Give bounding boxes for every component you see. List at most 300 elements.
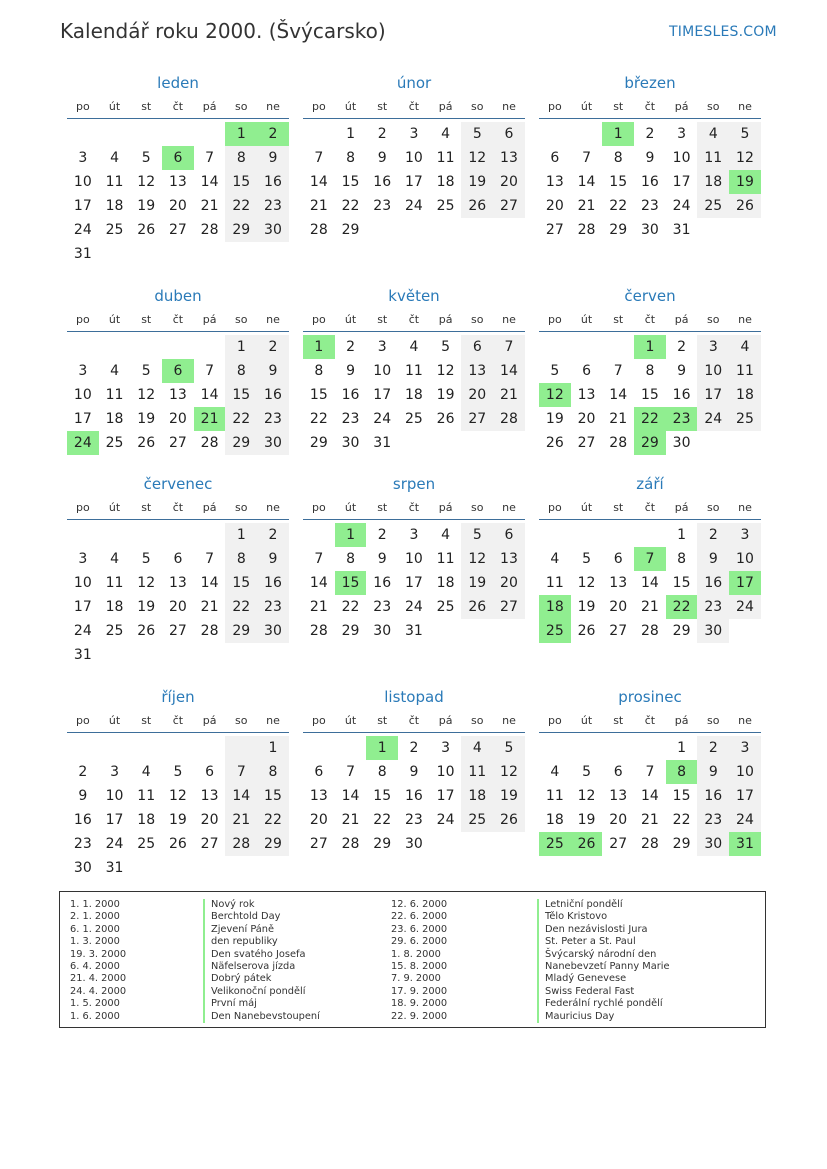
holiday-date: 22. 6. 2000 bbox=[391, 911, 448, 923]
empty-cell bbox=[571, 736, 603, 760]
month-name: září bbox=[636, 475, 664, 493]
day-cell: 12 bbox=[577, 788, 596, 804]
day-cell: 26 bbox=[436, 411, 455, 427]
day-cell: 26 bbox=[577, 623, 596, 639]
day-cell: 10 bbox=[73, 387, 92, 403]
day-cell: 8 bbox=[346, 150, 355, 166]
day-cell: 10 bbox=[404, 150, 423, 166]
days-grid bbox=[303, 736, 525, 856]
day-cell: 7 bbox=[582, 150, 591, 166]
empty-cell bbox=[539, 122, 571, 146]
day-cell: 12 bbox=[168, 788, 187, 804]
day-cell: 13 bbox=[168, 575, 187, 591]
weekday-label: st bbox=[613, 714, 624, 727]
month-name: červenec bbox=[143, 475, 213, 493]
day-cell: 10 bbox=[373, 363, 392, 379]
holiday-day: 25 bbox=[539, 832, 571, 856]
weekend-day: 6 bbox=[461, 335, 493, 359]
day-cell: 22 bbox=[672, 812, 691, 828]
day-cell: 21 bbox=[309, 599, 328, 615]
weekday-label: út bbox=[580, 501, 593, 514]
day-cell: 31 bbox=[373, 435, 392, 451]
month-name: listopad bbox=[384, 688, 444, 706]
day-cell: 24 bbox=[373, 411, 392, 427]
weekday-label: so bbox=[707, 714, 720, 727]
holiday-day: 22 bbox=[666, 595, 698, 619]
weekday-label: út bbox=[344, 714, 357, 727]
day-cell: 6 bbox=[582, 363, 591, 379]
weekday-label: pá bbox=[438, 313, 453, 326]
day-cell: 6 bbox=[613, 551, 623, 567]
weekday-label: ne bbox=[266, 501, 280, 514]
month-calendar bbox=[67, 473, 289, 667]
day-cell: 15 bbox=[672, 788, 691, 804]
weekend-day: 28 bbox=[493, 407, 525, 431]
days-grid bbox=[67, 523, 289, 667]
day-cell: 23 bbox=[373, 198, 392, 214]
weekend-day: 22 bbox=[225, 595, 257, 619]
weekday-label: pá bbox=[438, 501, 453, 514]
month-name: leden bbox=[157, 74, 199, 92]
day-cell: 11 bbox=[436, 551, 455, 567]
holiday-name: Mauricius Day bbox=[537, 1011, 670, 1023]
day-cell: 9 bbox=[377, 551, 387, 567]
holiday-day: 24 bbox=[67, 431, 99, 455]
holiday-day: 1 bbox=[335, 523, 367, 547]
day-cell: 25 bbox=[105, 435, 124, 451]
day-cell: 7 bbox=[645, 764, 655, 780]
weekend-day: 25 bbox=[729, 407, 761, 431]
empty-cell bbox=[162, 335, 194, 359]
weekday-label: so bbox=[235, 501, 248, 514]
holiday-name: První máj bbox=[203, 998, 320, 1010]
weekday-header bbox=[303, 96, 525, 119]
day-cell: 28 bbox=[341, 836, 360, 852]
weekend-day: 20 bbox=[493, 571, 525, 595]
day-cell: 14 bbox=[640, 788, 659, 804]
empty-cell bbox=[539, 736, 571, 760]
weekday-label: po bbox=[75, 100, 90, 113]
holiday-day: 17 bbox=[729, 571, 761, 595]
weekend-day: 4 bbox=[697, 122, 729, 146]
holiday-day: 1 bbox=[225, 122, 257, 146]
day-cell: 3 bbox=[377, 339, 387, 355]
day-cell: 24 bbox=[404, 198, 423, 214]
day-cell: 2 bbox=[377, 527, 387, 543]
holiday-day: 1 bbox=[303, 335, 335, 359]
day-cell: 29 bbox=[373, 836, 392, 852]
weekday-label: pá bbox=[202, 313, 217, 326]
weekend-day: 4 bbox=[461, 736, 493, 760]
day-cell: 17 bbox=[73, 411, 92, 427]
weekend-day: 18 bbox=[697, 170, 729, 194]
weekend-day: 11 bbox=[461, 760, 493, 784]
empty-cell bbox=[130, 335, 162, 359]
weekday-header bbox=[303, 497, 525, 520]
weekend-day: 14 bbox=[225, 784, 257, 808]
weekday-header bbox=[539, 497, 761, 520]
day-cell: 11 bbox=[105, 575, 124, 591]
day-cell: 29 bbox=[609, 222, 628, 238]
weekday-label: ne bbox=[502, 501, 516, 514]
day-cell: 22 bbox=[341, 599, 360, 615]
day-cell: 25 bbox=[105, 623, 124, 639]
holiday-name: Tělo Kristovo bbox=[537, 911, 670, 923]
day-cell: 13 bbox=[309, 788, 328, 804]
month-name: březen bbox=[624, 74, 676, 92]
day-cell: 28 bbox=[200, 222, 219, 238]
day-cell: 12 bbox=[577, 575, 596, 591]
day-cell: 11 bbox=[105, 174, 124, 190]
day-cell: 5 bbox=[582, 764, 591, 780]
day-cell: 27 bbox=[309, 836, 328, 852]
day-cell: 18 bbox=[436, 174, 455, 190]
day-cell: 27 bbox=[200, 836, 219, 852]
day-cell: 9 bbox=[409, 764, 419, 780]
weekend-day: 23 bbox=[257, 407, 289, 431]
day-cell: 25 bbox=[436, 599, 455, 615]
weekend-day: 3 bbox=[729, 523, 761, 547]
day-cell: 19 bbox=[436, 387, 455, 403]
day-cell: 30 bbox=[672, 435, 691, 451]
day-cell: 3 bbox=[409, 126, 419, 142]
holiday-day: 6 bbox=[162, 146, 194, 170]
weekend-day: 15 bbox=[225, 170, 257, 194]
day-cell: 23 bbox=[341, 411, 360, 427]
weekend-day: 16 bbox=[257, 383, 289, 407]
empty-cell bbox=[602, 335, 634, 359]
holiday-day: 2 bbox=[257, 122, 289, 146]
day-cell: 8 bbox=[314, 363, 324, 379]
weekend-day: 29 bbox=[225, 431, 257, 455]
empty-cell bbox=[99, 523, 131, 547]
holiday-day: 7 bbox=[634, 547, 666, 571]
weekend-day: 27 bbox=[493, 194, 525, 218]
day-cell: 20 bbox=[168, 411, 187, 427]
day-cell: 22 bbox=[309, 411, 328, 427]
empty-cell bbox=[130, 523, 162, 547]
weekday-label: ne bbox=[266, 313, 280, 326]
day-cell: 21 bbox=[577, 198, 596, 214]
holiday-date: 1. 1. 2000 bbox=[70, 899, 120, 910]
weekend-day: 16 bbox=[257, 571, 289, 595]
empty-cell bbox=[99, 122, 131, 146]
weekend-day: 26 bbox=[493, 808, 525, 832]
day-cell: 8 bbox=[677, 551, 687, 567]
day-cell: 10 bbox=[672, 150, 691, 166]
day-cell: 14 bbox=[341, 788, 360, 804]
day-cell: 23 bbox=[73, 836, 92, 852]
day-cell: 6 bbox=[613, 764, 623, 780]
month-calendar bbox=[539, 72, 761, 242]
day-cell: 7 bbox=[314, 551, 324, 567]
empty-cell bbox=[194, 335, 226, 359]
month-calendar bbox=[539, 285, 761, 455]
weekend-day: 13 bbox=[461, 359, 493, 383]
day-cell: 30 bbox=[341, 435, 360, 451]
weekend-day: 26 bbox=[729, 194, 761, 218]
weekday-label: po bbox=[547, 313, 562, 326]
day-cell: 2 bbox=[409, 740, 419, 756]
day-cell: 5 bbox=[141, 551, 151, 567]
holiday-name: Den nezávislosti Jura bbox=[537, 924, 670, 936]
weekend-day: 8 bbox=[225, 547, 257, 571]
weekend-day: 29 bbox=[225, 619, 257, 643]
holiday-day: 12 bbox=[539, 383, 571, 407]
day-cell: 21 bbox=[309, 198, 328, 214]
empty-cell bbox=[99, 335, 131, 359]
day-cell: 4 bbox=[409, 339, 419, 355]
weekday-label: st bbox=[613, 313, 624, 326]
day-cell: 31 bbox=[404, 623, 423, 639]
holiday-date: 19. 3. 2000 bbox=[70, 948, 127, 960]
empty-cell bbox=[303, 122, 335, 146]
weekday-label: čt bbox=[408, 501, 420, 514]
day-cell: 21 bbox=[341, 812, 360, 828]
holiday-name: Berchtold Day bbox=[203, 911, 320, 923]
holiday-day: 1 bbox=[366, 736, 398, 760]
days-grid bbox=[303, 122, 525, 242]
day-cell: 29 bbox=[672, 836, 691, 852]
weekday-label: út bbox=[344, 313, 357, 326]
day-cell: 12 bbox=[137, 575, 156, 591]
weekday-label: st bbox=[141, 313, 152, 326]
weekend-day: 3 bbox=[697, 335, 729, 359]
weekday-label: po bbox=[547, 100, 562, 113]
day-cell: 7 bbox=[205, 150, 215, 166]
weekday-label: út bbox=[344, 501, 357, 514]
weekend-day: 6 bbox=[493, 523, 525, 547]
weekday-label: pá bbox=[438, 714, 453, 727]
weekend-day: 12 bbox=[729, 146, 761, 170]
weekend-day: 5 bbox=[461, 523, 493, 547]
month-name: červen bbox=[624, 287, 676, 305]
day-cell: 27 bbox=[168, 623, 187, 639]
empty-cell bbox=[335, 736, 367, 760]
day-cell: 23 bbox=[404, 812, 423, 828]
legend-dates-left bbox=[70, 899, 126, 1023]
month-name: duben bbox=[154, 287, 202, 305]
days-grid bbox=[539, 736, 761, 856]
weekday-label: út bbox=[108, 100, 121, 113]
weekend-day: 9 bbox=[257, 547, 289, 571]
day-cell: 12 bbox=[436, 363, 455, 379]
holiday-name: Swiss Federal Fast bbox=[537, 986, 670, 998]
weekend-day: 17 bbox=[697, 383, 729, 407]
holiday-name: Nanebevzetí Panny Marie bbox=[537, 961, 670, 973]
day-cell: 28 bbox=[309, 623, 328, 639]
empty-cell bbox=[571, 523, 603, 547]
holiday-name: St. Peter a St. Paul bbox=[537, 936, 670, 948]
day-cell: 22 bbox=[373, 812, 392, 828]
empty-cell bbox=[571, 122, 603, 146]
brand-link[interactable]: TIMESLES.COM bbox=[669, 24, 777, 40]
weekday-label: čt bbox=[408, 100, 420, 113]
weekend-day: 2 bbox=[697, 523, 729, 547]
holiday-date: 17. 9. 2000 bbox=[391, 985, 448, 997]
weekday-label: pá bbox=[202, 714, 217, 727]
weekday-label: po bbox=[311, 313, 326, 326]
day-cell: 15 bbox=[609, 174, 628, 190]
weekday-label: st bbox=[141, 714, 152, 727]
weekday-label: čt bbox=[644, 501, 656, 514]
day-cell: 4 bbox=[550, 551, 560, 567]
day-cell: 17 bbox=[672, 174, 691, 190]
day-cell: 31 bbox=[73, 246, 92, 262]
weekend-day: 13 bbox=[493, 547, 525, 571]
page-title: Kalendář roku 2000. (Švýcarsko) bbox=[60, 19, 386, 43]
day-cell: 11 bbox=[404, 363, 423, 379]
holiday-name: Federální rychlé pondělí bbox=[537, 998, 670, 1010]
weekday-label: čt bbox=[172, 100, 184, 113]
weekend-day: 6 bbox=[493, 122, 525, 146]
empty-cell bbox=[67, 523, 99, 547]
holiday-day: 15 bbox=[335, 571, 367, 595]
day-cell: 17 bbox=[404, 174, 423, 190]
month-calendar bbox=[67, 285, 289, 455]
holiday-day: 8 bbox=[666, 760, 698, 784]
weekday-header bbox=[67, 497, 289, 520]
day-cell: 20 bbox=[168, 599, 187, 615]
weekend-day: 1 bbox=[225, 335, 257, 359]
month-calendar bbox=[303, 72, 525, 242]
empty-cell bbox=[130, 122, 162, 146]
day-cell: 17 bbox=[73, 198, 92, 214]
day-cell: 14 bbox=[200, 174, 219, 190]
holiday-name: Den Nanebevstoupení bbox=[203, 1011, 320, 1023]
weekday-label: pá bbox=[202, 100, 217, 113]
month-calendar bbox=[67, 72, 289, 266]
day-cell: 15 bbox=[309, 387, 328, 403]
day-cell: 20 bbox=[545, 198, 564, 214]
holiday-day: 19 bbox=[729, 170, 761, 194]
weekday-label: čt bbox=[644, 714, 656, 727]
day-cell: 26 bbox=[137, 435, 156, 451]
weekend-day: 23 bbox=[697, 808, 729, 832]
weekday-header bbox=[303, 710, 525, 733]
day-cell: 21 bbox=[640, 599, 659, 615]
day-cell: 27 bbox=[168, 222, 187, 238]
weekend-day: 1 bbox=[257, 736, 289, 760]
holiday-day: 26 bbox=[571, 832, 603, 856]
empty-cell bbox=[634, 736, 666, 760]
holiday-day: 23 bbox=[666, 407, 698, 431]
weekend-day: 9 bbox=[697, 547, 729, 571]
day-cell: 14 bbox=[200, 387, 219, 403]
day-cell: 26 bbox=[168, 836, 187, 852]
day-cell: 16 bbox=[672, 387, 691, 403]
day-cell: 18 bbox=[105, 198, 124, 214]
weekend-day: 30 bbox=[697, 619, 729, 643]
weekend-day: 2 bbox=[697, 736, 729, 760]
day-cell: 5 bbox=[141, 363, 151, 379]
day-cell: 8 bbox=[377, 764, 387, 780]
weekday-header bbox=[67, 309, 289, 332]
weekend-day: 29 bbox=[225, 218, 257, 242]
weekday-label: po bbox=[75, 714, 90, 727]
holiday-day: 21 bbox=[194, 407, 226, 431]
weekday-label: so bbox=[471, 313, 484, 326]
day-cell: 9 bbox=[377, 150, 387, 166]
weekday-label: út bbox=[580, 100, 593, 113]
weekday-label: pá bbox=[674, 501, 689, 514]
holiday-date: 6. 1. 2000 bbox=[70, 923, 120, 935]
day-cell: 30 bbox=[73, 860, 92, 876]
weekday-label: po bbox=[547, 714, 562, 727]
empty-cell bbox=[99, 736, 131, 760]
day-cell: 13 bbox=[168, 174, 187, 190]
day-cell: 14 bbox=[309, 575, 328, 591]
weekend-day: 12 bbox=[461, 146, 493, 170]
weekday-label: ne bbox=[266, 100, 280, 113]
day-cell: 21 bbox=[609, 411, 628, 427]
month-calendar bbox=[303, 473, 525, 643]
weekday-label: ne bbox=[502, 714, 516, 727]
day-cell: 25 bbox=[404, 411, 423, 427]
holiday-date: 2. 1. 2000 bbox=[70, 911, 120, 923]
day-cell: 27 bbox=[577, 435, 596, 451]
weekend-day: 26 bbox=[461, 595, 493, 619]
day-cell: 28 bbox=[200, 435, 219, 451]
weekday-label: po bbox=[311, 501, 326, 514]
day-cell: 24 bbox=[404, 599, 423, 615]
day-cell: 8 bbox=[645, 363, 655, 379]
days-grid bbox=[67, 122, 289, 266]
day-cell: 14 bbox=[309, 174, 328, 190]
holiday-name: Letniční pondělí bbox=[537, 899, 670, 911]
day-cell: 27 bbox=[545, 222, 564, 238]
month-name: květen bbox=[388, 287, 440, 305]
weekend-day: 24 bbox=[729, 808, 761, 832]
day-cell: 15 bbox=[672, 575, 691, 591]
day-cell: 7 bbox=[205, 363, 215, 379]
day-cell: 19 bbox=[137, 198, 156, 214]
day-cell: 14 bbox=[577, 174, 596, 190]
day-cell: 23 bbox=[373, 599, 392, 615]
days-grid bbox=[539, 335, 761, 455]
day-cell: 2 bbox=[377, 126, 387, 142]
day-cell: 27 bbox=[168, 435, 187, 451]
day-cell: 19 bbox=[137, 411, 156, 427]
day-cell: 7 bbox=[346, 764, 355, 780]
weekend-day: 18 bbox=[729, 383, 761, 407]
day-cell: 24 bbox=[73, 623, 92, 639]
weekday-header bbox=[539, 96, 761, 119]
day-cell: 3 bbox=[78, 551, 88, 567]
days-grid bbox=[303, 335, 525, 455]
weekend-day: 16 bbox=[257, 170, 289, 194]
day-cell: 18 bbox=[404, 387, 423, 403]
weekend-day: 4 bbox=[729, 335, 761, 359]
day-cell: 10 bbox=[73, 174, 92, 190]
weekday-label: st bbox=[141, 100, 152, 113]
holiday-date: 21. 4. 2000 bbox=[70, 973, 127, 985]
legend-dates-right bbox=[391, 899, 447, 1023]
legend-names-left bbox=[203, 899, 320, 1023]
day-cell: 6 bbox=[205, 764, 215, 780]
day-cell: 25 bbox=[137, 836, 156, 852]
weekend-day: 20 bbox=[493, 170, 525, 194]
weekday-label: čt bbox=[172, 313, 184, 326]
weekday-label: so bbox=[471, 714, 484, 727]
weekend-day: 23 bbox=[257, 194, 289, 218]
weekend-day: 24 bbox=[729, 595, 761, 619]
day-cell: 15 bbox=[640, 387, 659, 403]
day-cell: 30 bbox=[404, 836, 423, 852]
weekday-label: so bbox=[707, 100, 720, 113]
weekday-label: po bbox=[75, 501, 90, 514]
holiday-day: 31 bbox=[729, 832, 761, 856]
